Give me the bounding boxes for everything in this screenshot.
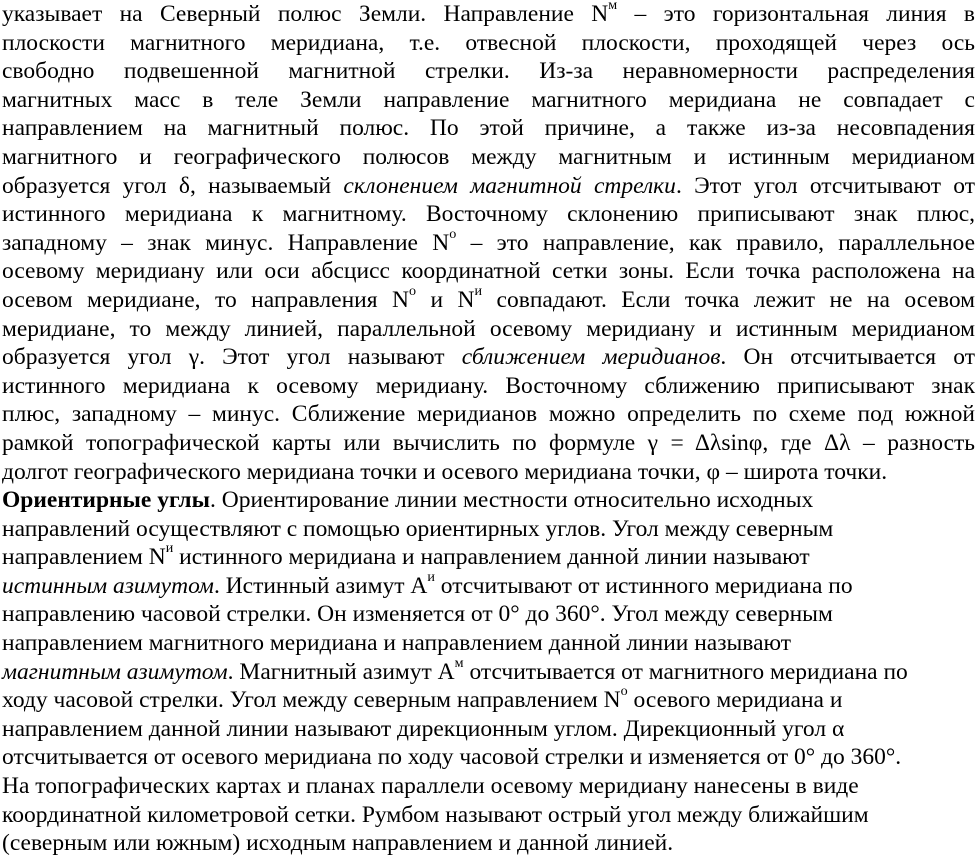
text-run: . Истинный азимут A [213,572,428,599]
text-line [2,829,975,858]
text-run: отсчитывается от осевого меридиана по ходу часовой стрелки и изменяется от 0° до 360°. [2,744,902,771]
text-run: направлению часовой стрелки. Он изменяется от 0° до 360°. Угол между северным [2,601,833,628]
text-line [2,282,975,315]
text-run: западному – знак минус. Направление N [2,229,450,256]
text-line [2,200,975,229]
text-run: рамкой топографической карты или вычислить по формуле γ = Δλsinφ, где Δλ – разность [2,429,975,456]
italic-term: магнитным азимутом [2,658,228,685]
text-line [2,225,976,258]
text-line [2,143,975,172]
text-line [2,801,975,830]
text-run: истинного меридиана к осевому меридиану. Восточному сближению приписывают знак [2,372,975,399]
superscript: и [165,540,174,557]
text-line [2,0,975,29]
text-run: направлением N [2,544,166,571]
text-line [2,29,975,58]
superscript: м [454,654,464,671]
bold-heading: Ориентирные углы [2,487,210,514]
italic-term: истинным азимутом [2,572,214,599]
text-line [2,400,975,429]
text-run: – это горизонтальная линия в [617,1,975,27]
text-run: долгот географического меридиана точки и осевого меридиана точки, φ – широта точки. [2,458,888,485]
text-run: истинного меридиана к магнитному. Восточному склонению приписывают знак плюс, [2,201,975,228]
superscript: o [408,282,417,299]
text-run: направлением данной линии называют дирекционным углом. Дирекционный угол α [2,715,845,742]
text-run: . Магнитный азимут A [227,658,455,685]
text-run: . Он отсчитывается от [720,344,975,371]
text-run: и N [416,286,475,313]
text-run: магнитных масс в теле Земли направление магнитного меридиана не совпадает с [2,86,975,113]
text-run: – это направление, как правило, параллельное [456,229,976,256]
text-run: указывает на Северный полюс Земли. Направление N [2,1,609,27]
text-line [2,114,975,143]
text-run: отсчитывается от магнитного меридиана по [463,658,908,685]
text-run: отсчитывают от истинного меридиана по [434,572,853,599]
text-run: меридиане, то между линией, параллельной осевому меридиану и истинным меридианом [2,315,975,342]
text-run: . Этот угол отсчитывают от [675,172,975,199]
text-run: направлением магнитного меридиана и направлением данной линии называют [2,630,792,657]
text-line [2,486,975,515]
superscript: и [474,282,483,299]
text-run: ходу часовой стрелки. Угол между северным направлением N [2,687,621,714]
text-line [2,715,975,744]
text-run: . Ориентирование линии местности относительно исходных [209,487,814,514]
text-line [2,315,975,344]
superscript: и [427,568,435,585]
text-line [2,343,975,372]
text-run: магнитного и географического полюсов между магнитным и истинным меридианом [2,143,975,170]
text-line [2,683,975,715]
text-run: осевому меридиану или оси абсцисс координатной сетки зоны. Если точка расположена на [2,258,975,285]
text-line [2,257,975,286]
text-run: образуется угол γ. Этот угол называют [2,344,462,371]
paragraph-orientation-angles [2,486,975,858]
text-line [2,172,975,201]
text-line [2,57,975,86]
text-run: осевом меридиане, то направления N [2,286,409,313]
text-line [2,429,975,458]
text-line [2,600,975,629]
text-run: координатной километровой сетки. Румбом называют острый угол между ближайшим [2,801,869,828]
text-line [2,540,975,572]
text-line [2,772,975,801]
text-run: осевого меридиана и [627,687,843,714]
italic-term: склонением магнитной стрелки [343,172,676,199]
text-run: истинного меридиана и направлением данной линии называют [173,544,810,571]
text-run: образуется угол δ, называемый [2,172,344,199]
text-run: (северным или южным) исходным направлением и данной линией. [2,830,674,857]
superscript: м [608,0,618,14]
text-run: плюс, западному – минус. Сближение меридианов можно определить по схеме под южной [2,401,975,428]
text-line [2,629,975,658]
superscript: o [449,225,457,242]
text-run: направлением на магнитный полюс. По этой причине, а также из-за несовпадения [2,115,975,142]
text-run: плоскости магнитного меридиана, т.е. отвесной плоскости, проходящей через ось [2,29,975,56]
paragraph-magnetic-meridian [2,0,975,486]
text-line [2,86,975,115]
text-line [2,372,975,401]
italic-term: сближением меридианов [461,344,721,371]
text-line [2,568,975,601]
text-run: свободно подвешенной магнитной стрелки. Из-за неравномерности распределения [2,58,975,85]
text-run: направлений осуществляют с помощью ориентирных углов. Угол между северным [2,515,834,542]
text-line [2,743,975,772]
text-line [2,458,975,487]
superscript: o [620,683,628,700]
text-line [2,515,975,544]
text-line [2,654,975,687]
text-run: совпадают. Если точка лежит не на осевом [482,286,975,313]
text-run: На топографических картах и планах параллели осевому меридиану нанесены в виде [2,773,859,800]
